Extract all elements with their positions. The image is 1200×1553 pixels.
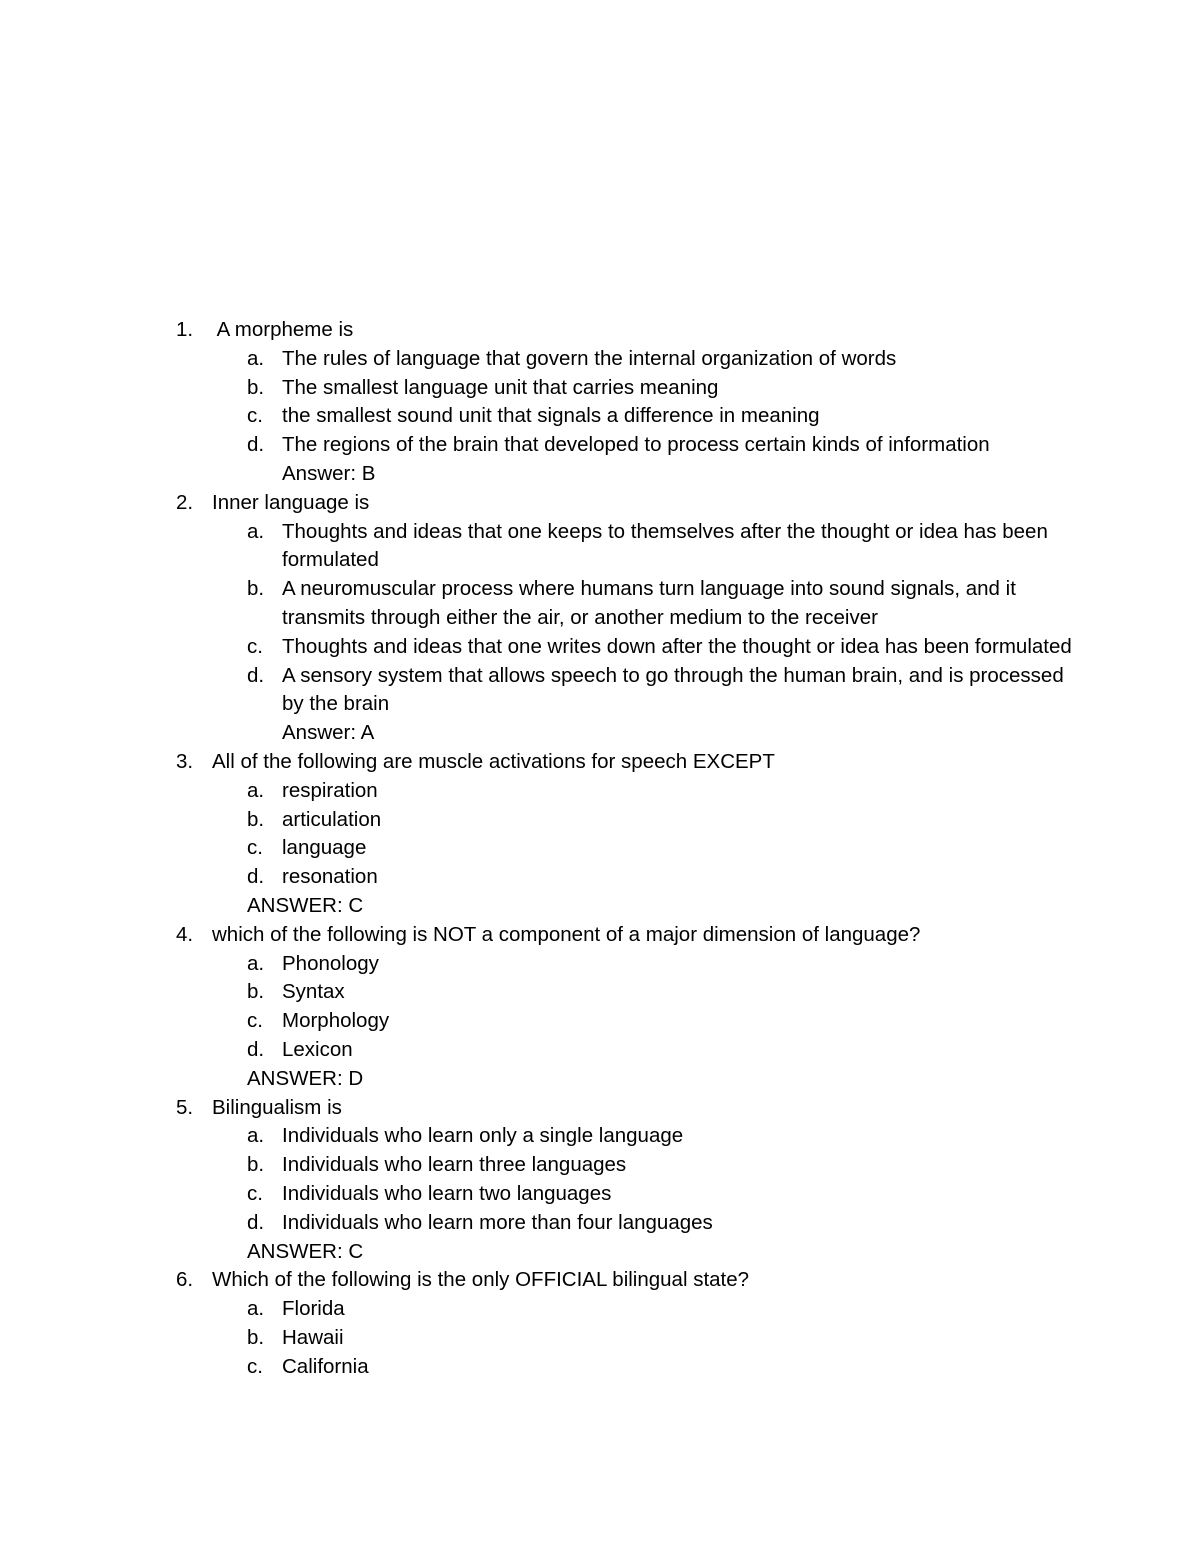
option-text: Lexicon	[282, 1037, 353, 1061]
option-letter: d.	[247, 1210, 265, 1234]
option-letter: c.	[247, 836, 263, 860]
option-3c	[176, 834, 1076, 863]
question-number: 6.	[176, 1268, 194, 1292]
option-1c	[176, 402, 1076, 431]
question-text: All of the following are muscle activations for speech EXCEPT	[212, 749, 775, 773]
option-letter: c.	[247, 634, 263, 658]
option-letter: d.	[247, 663, 265, 687]
option-letter: b.	[247, 577, 265, 601]
option-letter: c.	[247, 1354, 263, 1378]
option-letter: a.	[247, 1297, 265, 1321]
question-6	[176, 1266, 1076, 1295]
option-text: Individuals who learn three languages	[282, 1153, 627, 1177]
option-2d	[176, 662, 1076, 720]
answer-2: Answer: A	[282, 721, 375, 745]
question-1	[176, 316, 1076, 345]
answer-5: ANSWER: C	[247, 1239, 364, 1263]
option-4a	[176, 950, 1076, 979]
option-3b	[176, 806, 1076, 835]
option-letter: b.	[247, 375, 265, 399]
option-text: Syntax	[282, 980, 345, 1004]
option-letter: b.	[247, 1153, 265, 1177]
option-letter: d.	[247, 1037, 265, 1061]
question-text: Inner language is	[212, 490, 370, 514]
option-3d	[176, 863, 1076, 892]
option-letter: b.	[247, 1325, 265, 1349]
option-4b	[176, 978, 1076, 1007]
option-text: Individuals who learn two languages	[282, 1181, 612, 1205]
option-letter: c.	[247, 1009, 263, 1033]
option-letter: a.	[247, 346, 265, 370]
option-letter: a.	[247, 951, 265, 975]
option-6c	[176, 1353, 1076, 1382]
option-text: respiration	[282, 778, 378, 802]
question-number: 1.	[176, 318, 194, 341]
answer-3: ANSWER: C	[247, 893, 364, 917]
option-text: A neuromuscular process where humans turn language into sound signals, and it transmits through either the air, or another medium to the receiver	[282, 577, 1016, 629]
option-text: The rules of language that govern the internal organization of words	[282, 346, 897, 370]
option-text: Florida	[282, 1297, 345, 1321]
option-text: language	[282, 836, 367, 860]
question-number: 5.	[176, 1095, 194, 1119]
option-letter: a.	[247, 1124, 265, 1148]
option-6a	[176, 1295, 1076, 1324]
question-text: which of the following is NOT a component of a major dimension of language?	[212, 922, 921, 946]
option-5b	[176, 1151, 1076, 1180]
option-5c	[176, 1180, 1076, 1209]
question-text: Which of the following is the only OFFICIAL bilingual state?	[212, 1268, 750, 1292]
option-text: Individuals who learn only a single language	[282, 1124, 684, 1148]
option-1a	[176, 345, 1076, 374]
option-text: California	[282, 1354, 369, 1378]
option-5a	[176, 1122, 1076, 1151]
option-text: the smallest sound unit that signals a difference in meaning	[282, 404, 820, 428]
option-text: Hawaii	[282, 1325, 344, 1349]
option-1b	[176, 374, 1076, 403]
answer-4: ANSWER: D	[247, 1066, 364, 1090]
question-number: 2.	[176, 490, 194, 514]
option-text: Morphology	[282, 1009, 390, 1033]
option-2b	[176, 575, 1076, 633]
question-4	[176, 921, 1076, 950]
option-text: Phonology	[282, 951, 379, 975]
option-letter: c.	[247, 404, 263, 428]
question-3	[176, 748, 1076, 777]
option-5d	[176, 1209, 1076, 1238]
option-text: The smallest language unit that carries meaning	[282, 375, 719, 399]
question-number: 3.	[176, 749, 194, 773]
quiz-list	[176, 316, 1076, 1381]
option-letter: b.	[247, 807, 265, 831]
option-6b	[176, 1324, 1076, 1353]
option-letter: a.	[247, 778, 265, 802]
option-4d	[176, 1036, 1076, 1065]
option-text: A sensory system that allows speech to go through the human brain, and is processed by the brain	[282, 663, 1064, 716]
question-text: A morpheme is	[212, 318, 354, 341]
option-text: articulation	[282, 807, 382, 831]
option-letter: d.	[247, 865, 265, 889]
option-letter: d.	[247, 433, 265, 457]
question-text: Bilingualism is	[212, 1095, 342, 1119]
question-2	[176, 489, 1076, 518]
question-number: 4.	[176, 922, 194, 946]
option-text: resonation	[282, 865, 378, 889]
option-4c	[176, 1007, 1076, 1036]
option-text: Thoughts and ideas that one keeps to themselves after the thought or idea has been formulated	[282, 519, 1048, 572]
option-text: Thoughts and ideas that one writes down after the thought or idea has been formulated	[282, 634, 1072, 658]
option-text: The regions of the brain that developed to process certain kinds of information	[282, 433, 990, 457]
option-letter: b.	[247, 980, 265, 1004]
question-5	[176, 1094, 1076, 1123]
option-3a	[176, 777, 1076, 806]
option-text: Individuals who learn more than four languages	[282, 1210, 713, 1234]
option-1d	[176, 431, 1076, 460]
option-letter: a.	[247, 519, 265, 543]
option-2a	[176, 518, 1076, 576]
option-letter: c.	[247, 1181, 263, 1205]
answer-1: Answer: B	[282, 461, 376, 485]
option-2c	[176, 633, 1076, 662]
